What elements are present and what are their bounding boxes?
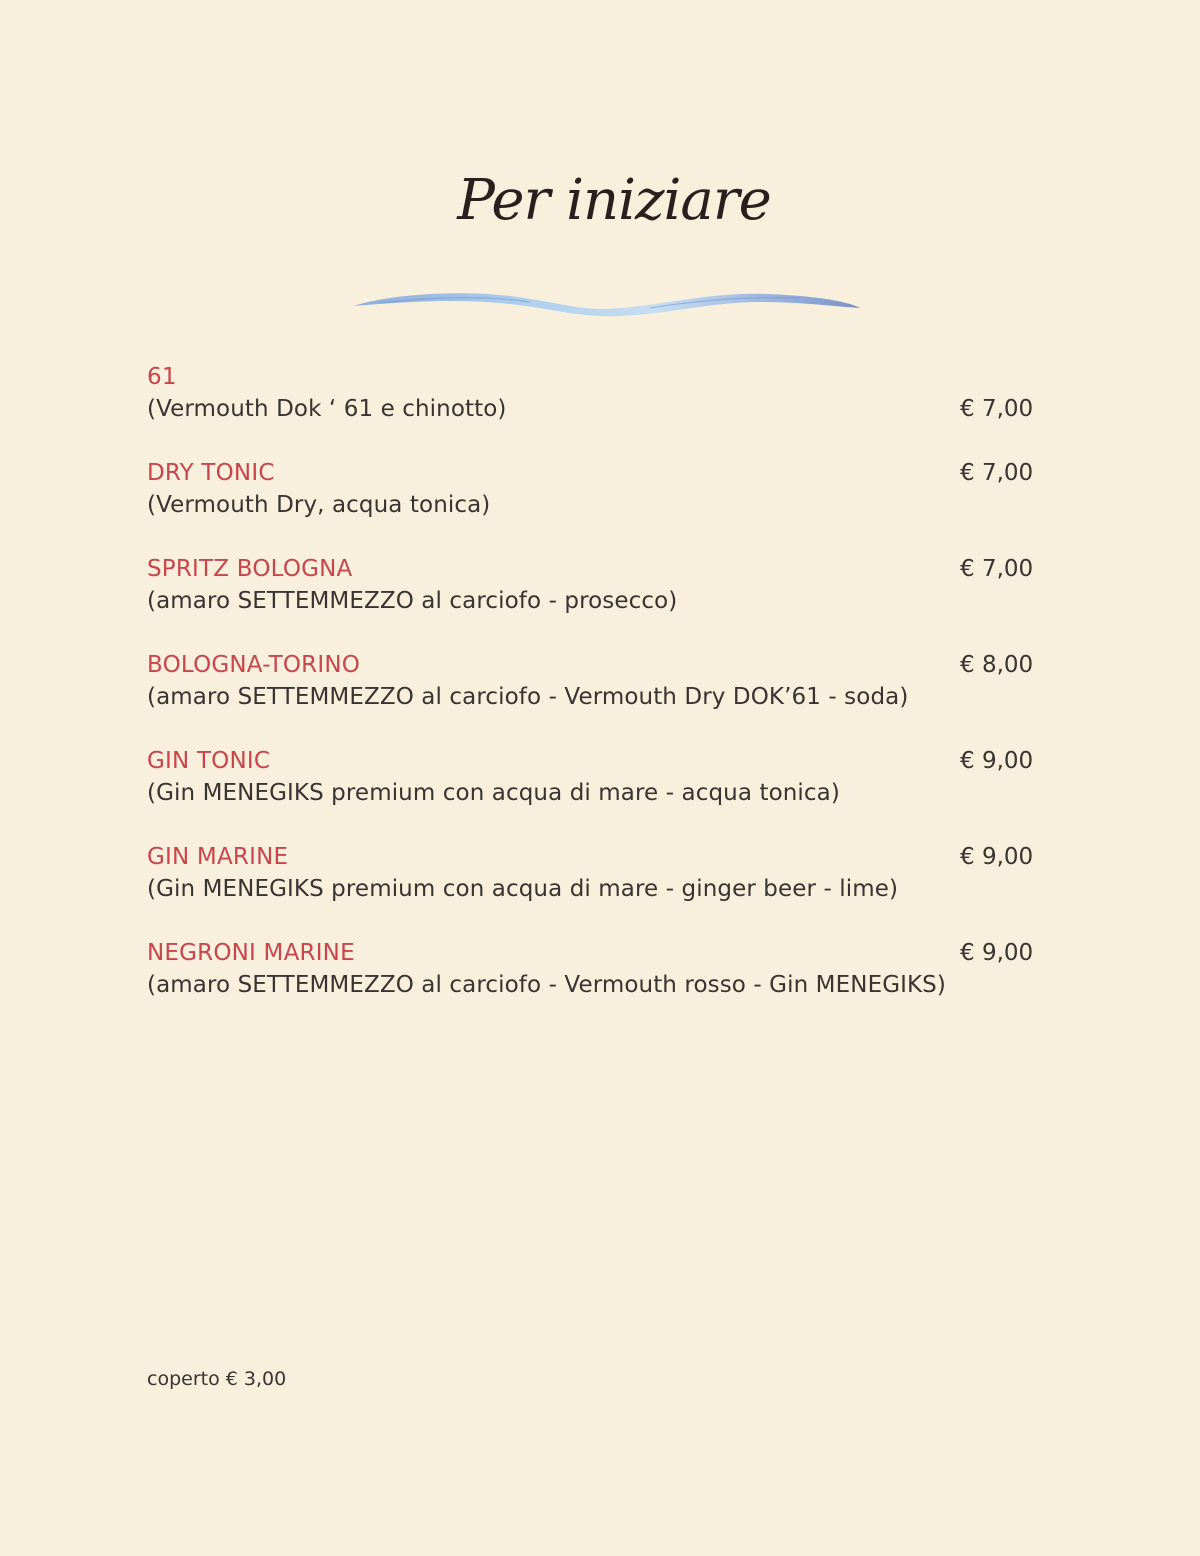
cover-charge-note: coperto € 3,00 (147, 1368, 287, 1390)
menu-item (147, 842, 1047, 938)
item-price: € 9,00 (960, 844, 1034, 870)
item-name: NEGRONI MARINE (147, 940, 355, 966)
item-description: (Gin MENEGIKS premium con acqua di mare - acqua tonica) (147, 780, 840, 806)
menu-item (147, 746, 1047, 842)
menu-item (147, 458, 1047, 554)
item-description: (Vermouth Dry, acqua tonica) (147, 492, 491, 518)
item-description: (Gin MENEGIKS premium con acqua di mare - ginger beer - lime) (147, 876, 899, 902)
menu-item (147, 362, 1047, 458)
item-name: DRY TONIC (147, 460, 275, 486)
menu-item (147, 554, 1047, 650)
item-name: SPRITZ BOLOGNA (147, 556, 353, 582)
item-price: € 8,00 (960, 652, 1034, 678)
item-price: € 7,00 (960, 556, 1034, 582)
item-name: GIN TONIC (147, 748, 271, 774)
item-price: € 7,00 (960, 396, 1034, 422)
watercolor-wave-divider (350, 284, 864, 318)
item-description: (Vermouth Dok ‘ 61 e chinotto) (147, 396, 507, 422)
menu-item (147, 938, 1047, 1034)
item-name: BOLOGNA-TORINO (147, 652, 361, 678)
item-name: GIN MARINE (147, 844, 289, 870)
item-price: € 7,00 (960, 460, 1034, 486)
item-price: € 9,00 (960, 748, 1034, 774)
item-description: (amaro SETTEMMEZZO al carciofo - Vermouth rosso - Gin MENEGIKS) (147, 972, 946, 998)
item-name: 61 (147, 364, 177, 390)
item-price: € 9,00 (960, 940, 1034, 966)
item-description: (amaro SETTEMMEZZO al carciofo - Vermouth Dry DOK’61 - soda) (147, 684, 909, 710)
item-description: (amaro SETTEMMEZZO al carciofo - prosecco) (147, 588, 678, 614)
menu-item (147, 650, 1047, 746)
drinks-list (147, 362, 1047, 1034)
page-title: Per iniziare (457, 168, 771, 233)
